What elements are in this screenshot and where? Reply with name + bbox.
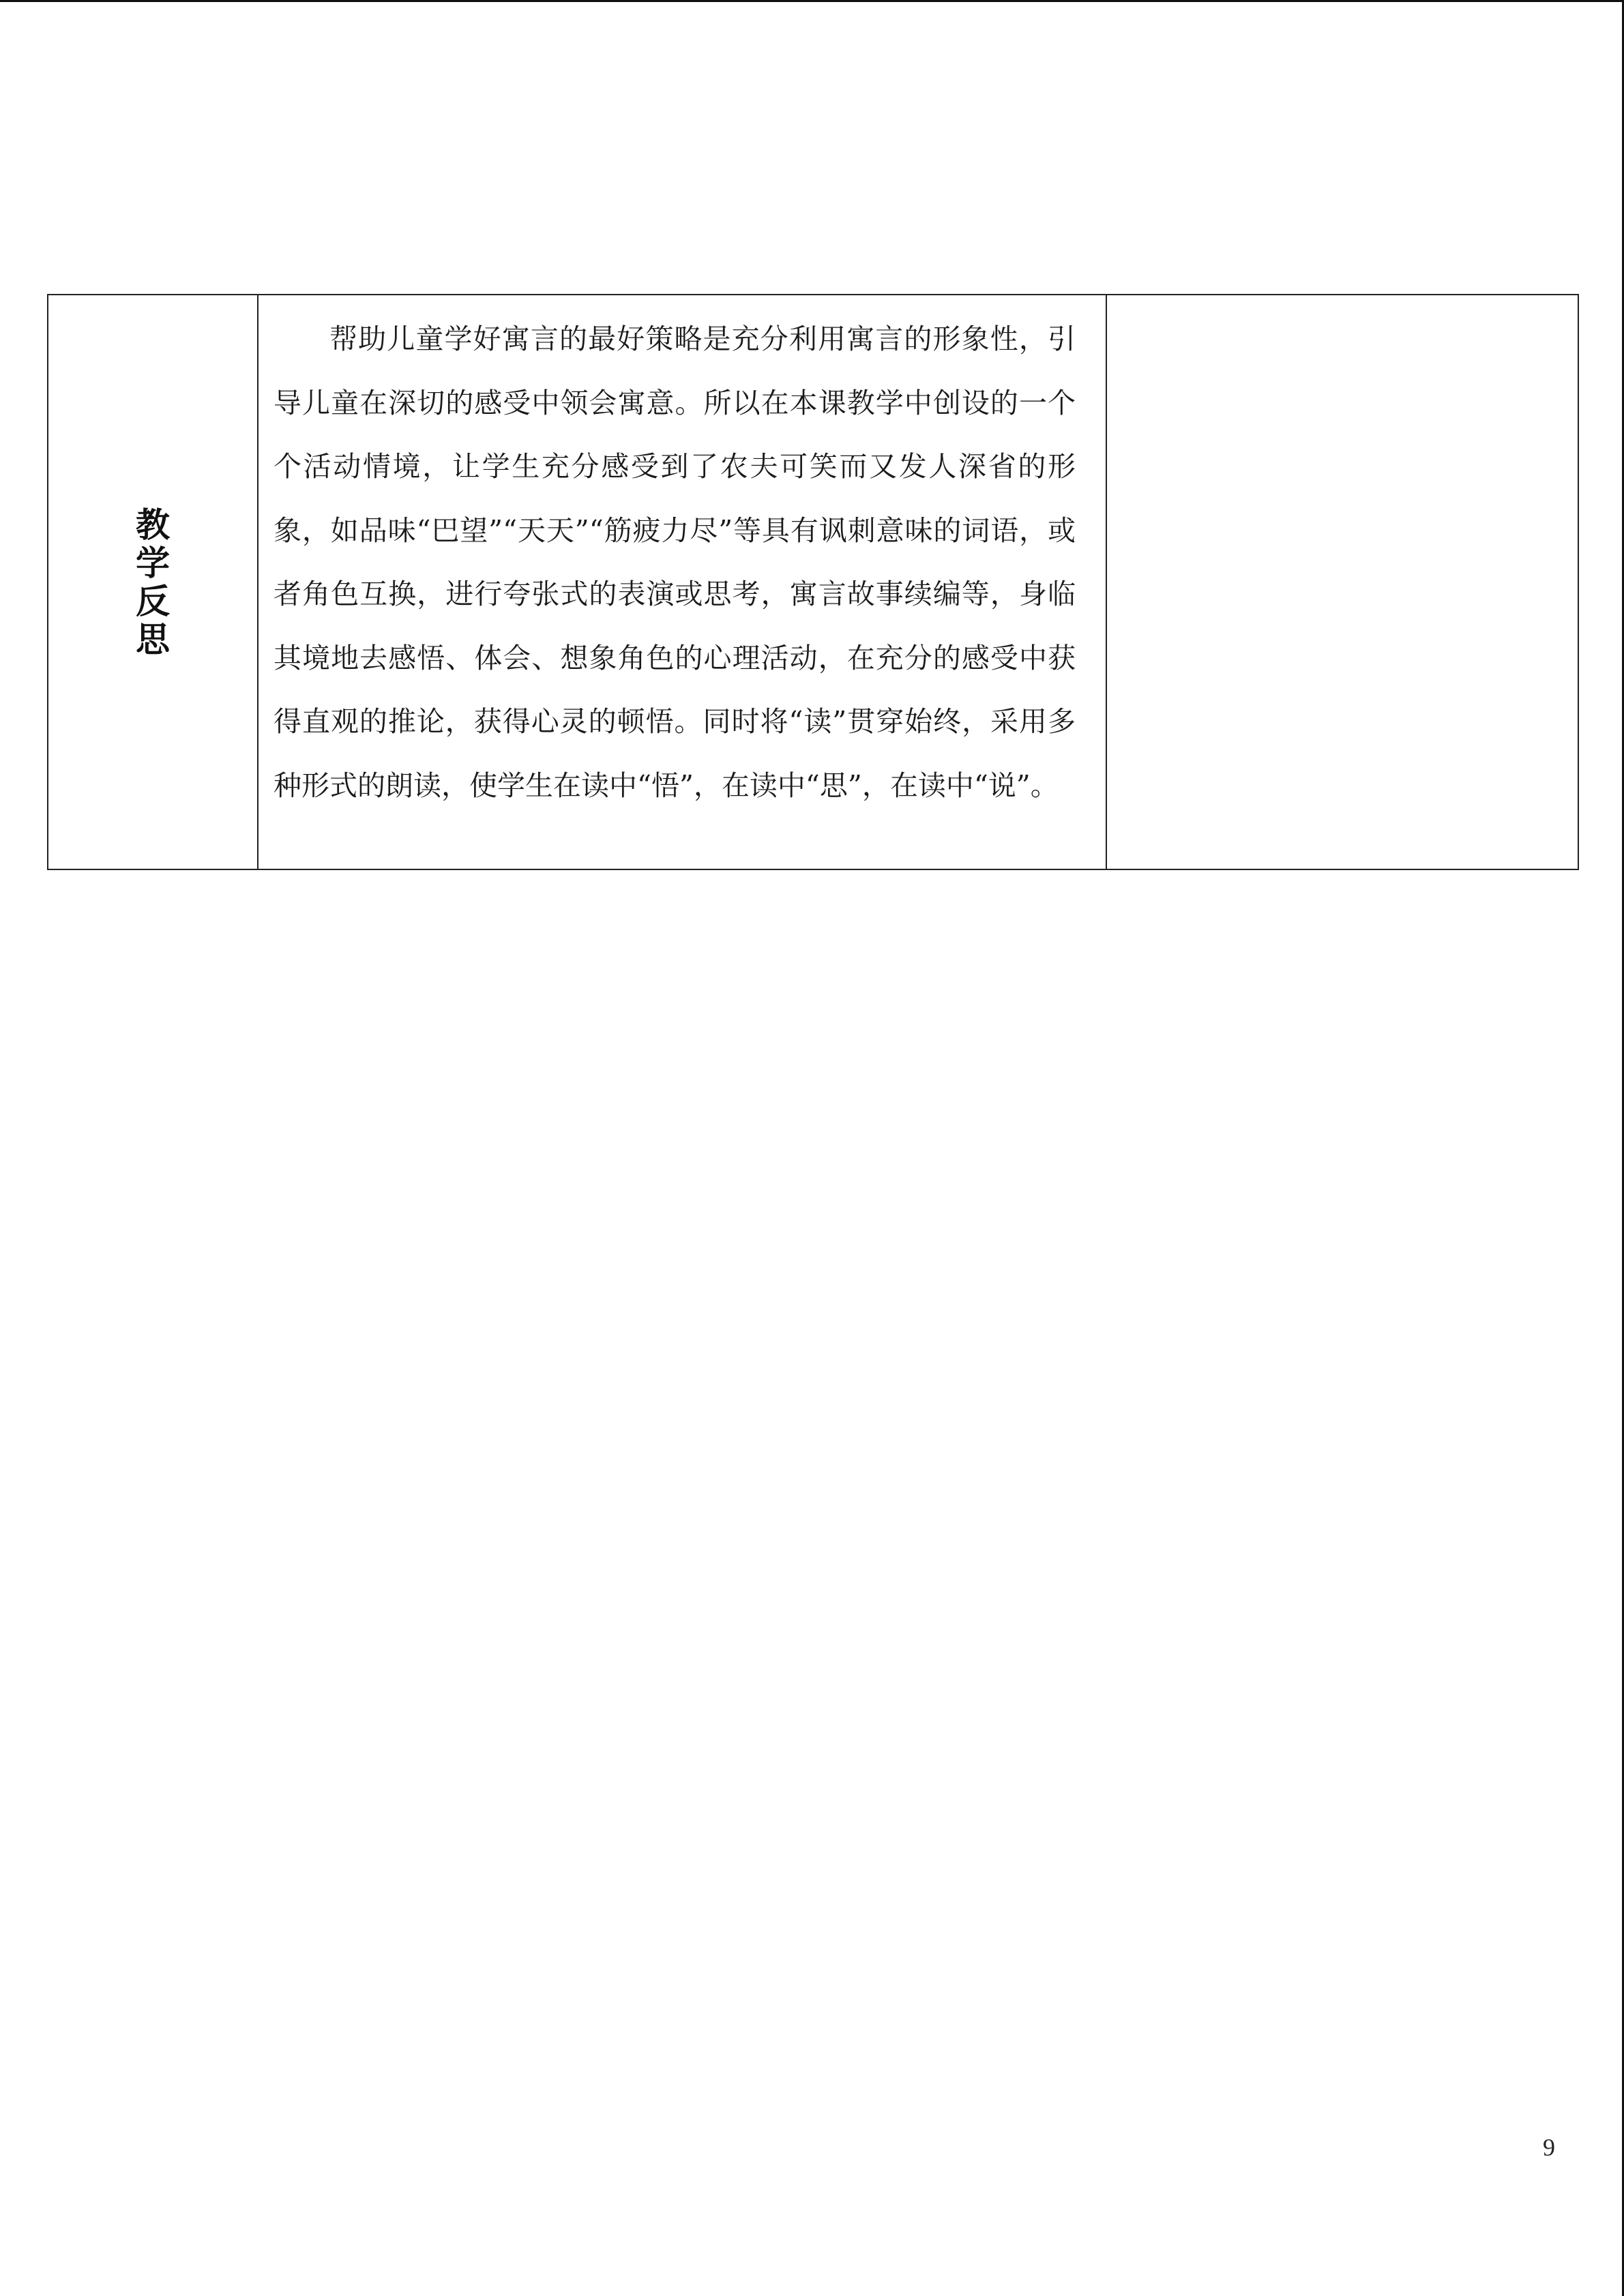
- reflection-notes-cell: [1106, 295, 1578, 869]
- reflection-label-cell: [48, 295, 258, 869]
- page-number: 9: [1543, 2134, 1555, 2161]
- reflection-label: 教学反思: [136, 505, 170, 659]
- reflection-body-text: 帮助儿童学好寓言的最好策略是充分利用寓言的形象性，引导儿童在深切的感受中领会寓意。所以在本课教学中创设的一个个活动情境，让学生充分感受到了农夫可笑而又发人深省的形象，如品味“巴望”“天天”“筋疲力尽”等具有讽刺意味的词语，或者角色互换，进行夸张式的表演或思考，寓言故事续编等，身临其境地去感悟、体会、想象角色的心理活动，在充分的感受中获得直观的推论，获得心灵的顿悟。同时将“读”贯穿始终，采用多种形式的朗读，使学生在读中“悟”，在读中“思”，在读中“说”。: [274, 323, 1076, 802]
- teaching-reflection-table: [47, 294, 1579, 870]
- table-row: [48, 295, 1578, 869]
- page-top-border: [0, 0, 1624, 2]
- reflection-body-cell: [258, 295, 1106, 869]
